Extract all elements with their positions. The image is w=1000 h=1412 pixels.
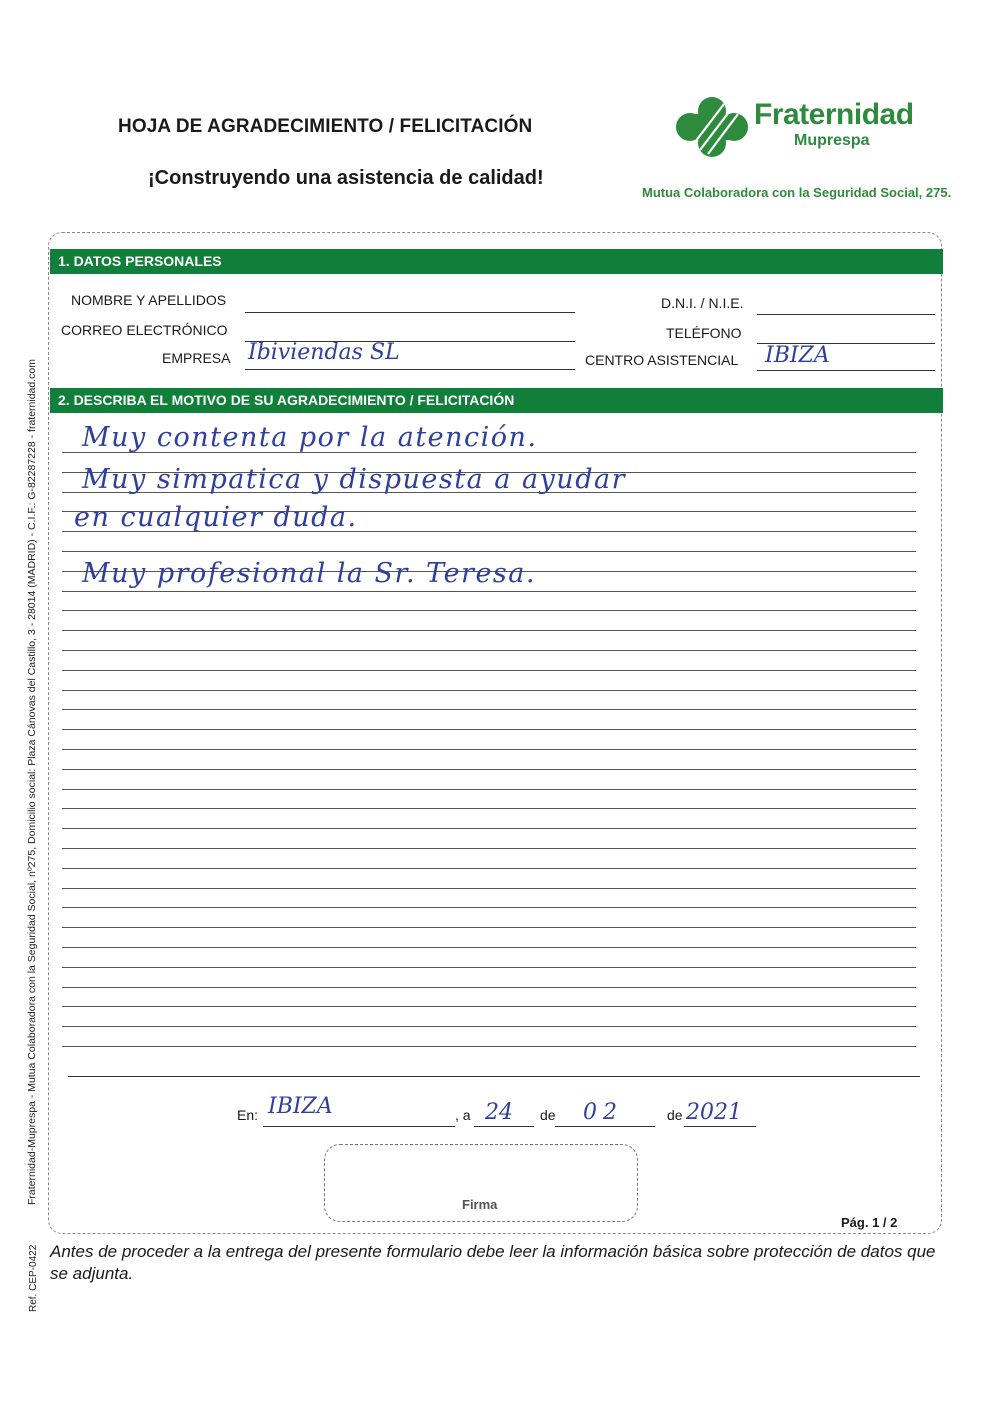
section-1-header: 1. DATOS PERSONALES <box>50 249 943 274</box>
name-label: NOMBRE Y APELLIDOS <box>71 292 227 308</box>
ruled-line <box>62 868 916 869</box>
ruled-line <box>62 610 916 611</box>
ruled-line <box>62 947 916 948</box>
form-subtitle: ¡Construyendo una asistencia de calidad! <box>148 167 544 189</box>
message-line-2: Muy simpatica y dispuesta a ayudar <box>82 464 626 495</box>
ruled-line <box>62 769 916 770</box>
brand-tagline: Mutua Colaboradora con la Seguridad Social, 275. <box>642 185 952 200</box>
ruled-line <box>62 591 916 592</box>
ruled-line <box>62 1026 916 1027</box>
name-field[interactable] <box>245 312 575 313</box>
day-value: 24 <box>485 1100 513 1125</box>
place-field[interactable] <box>263 1126 455 1127</box>
ruled-line <box>62 709 916 710</box>
ruled-line <box>62 630 916 631</box>
place-label: En: <box>237 1107 259 1123</box>
message-line-4: Muy profesional la Sr. Teresa. <box>82 558 536 589</box>
message-line-3: en cualquier duda. <box>74 502 358 533</box>
company-label: EMPRESA <box>162 350 231 366</box>
company-field[interactable] <box>245 369 575 370</box>
month-field[interactable] <box>555 1126 655 1127</box>
month-value: 02 <box>583 1100 623 1125</box>
de-label-1: de <box>540 1107 556 1123</box>
form-reference: Ref. CEP-0422 <box>28 1244 39 1312</box>
brand-name: Fraternidad <box>754 98 914 131</box>
ruled-line <box>62 907 916 908</box>
ruled-line <box>62 808 916 809</box>
ruled-line <box>62 789 916 790</box>
ruled-line <box>62 749 916 750</box>
company-value: Ibiviendas SL <box>248 340 400 365</box>
center-label: CENTRO ASISTENCIAL <box>585 352 739 368</box>
ruled-line <box>62 690 916 691</box>
ruled-line <box>62 650 916 651</box>
phone-label: TELÉFONO <box>666 325 742 341</box>
center-field[interactable] <box>757 370 935 371</box>
email-label: CORREO ELECTRÓNICO <box>61 322 228 338</box>
ruled-line <box>62 1006 916 1007</box>
year-field[interactable] <box>684 1126 756 1127</box>
ruled-line <box>62 967 916 968</box>
section-2-bottom-line <box>68 1076 920 1077</box>
ruled-line <box>62 670 916 671</box>
ruled-line <box>62 888 916 889</box>
day-field[interactable] <box>474 1126 534 1127</box>
date-a-label: , a <box>455 1107 471 1123</box>
message-line-1: Muy contenta por la atención. <box>82 422 538 453</box>
year-value: 2021 <box>686 1100 742 1125</box>
clover-cross-logo-icon <box>672 96 752 158</box>
ruled-line <box>62 927 916 928</box>
privacy-notice: Antes de proceder a la entrega del presente formulario debe leer la información básica sobre protección de datos que se adjunta. <box>50 1242 936 1283</box>
page-number: Pág. 1 / 2 <box>841 1215 898 1230</box>
ruled-line <box>62 551 916 552</box>
ruled-line <box>62 828 916 829</box>
form-title: HOJA DE AGRADECIMIENTO / FELICITACIÓN <box>118 116 533 137</box>
ruled-line <box>62 987 916 988</box>
side-legal-text: Fraternidad-Muprespa - Mutua Colaboradora con la Seguridad Social, nº275, Domicilio social: Plaza Cánovas del Castillo, 3 - 28014 (MADRID) - C.I.F.: G-82287228 - fraternidad.com <box>26 359 38 1205</box>
ruled-line <box>62 729 916 730</box>
brand-sub: Muprespa <box>794 132 870 149</box>
form-frame <box>48 232 942 1234</box>
ruled-line <box>62 848 916 849</box>
de-label-2: de <box>667 1107 683 1123</box>
dni-label: D.N.I. / N.I.E. <box>661 295 744 311</box>
section-2-header: 2. DESCRIBA EL MOTIVO DE SU AGRADECIMIENTO / FELICITACIÓN <box>50 388 943 413</box>
dni-field[interactable] <box>757 314 935 315</box>
center-value: IBIZA <box>765 343 830 368</box>
place-value: IBIZA <box>268 1094 333 1119</box>
ruled-line <box>62 1046 916 1047</box>
signature-label: Firma <box>462 1197 498 1212</box>
